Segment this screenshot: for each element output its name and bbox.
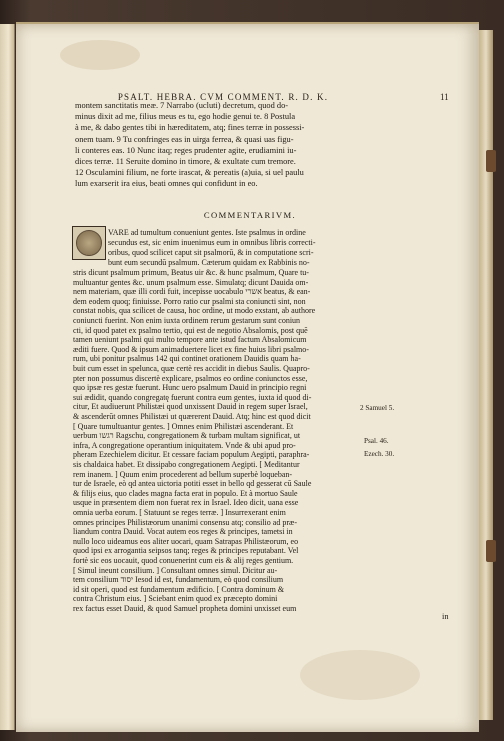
marginal-note: Ezech. 30. xyxy=(364,450,395,458)
commentary-line: [ Simul ineunt consilium. ] Consultant omnes simul. Dicitur au- xyxy=(73,565,278,575)
commentary-line: quo ipsæ res gestæ fuerunt. Hunc uero psalmum Dauid in principio regni xyxy=(73,383,307,393)
commentary-line: nem materiam, quæ illi cordi fuit, incepisse uocabulo אשרי beatus, & ean- xyxy=(73,287,311,297)
decorated-initial xyxy=(72,226,106,260)
verse-line: onem tuam. 9 Tu confringes eas in uirga ferrea, & quasi uas figu- xyxy=(75,134,294,144)
commentary-line: omnes principes Philistæorum unanimi consensu atq; consilio ad præ- xyxy=(73,517,297,527)
commentary-line: citur, Et audiuerunt Philistæi quod unxissent Dauid in regem super Israel, xyxy=(73,402,308,412)
commentary-line: contra Christum eius. ] Sciebant enim quod ex præcepto domini xyxy=(73,594,278,604)
commentary-line: infra, A congregatione operantium iniquitatem. Vnde & ubi apud pro- xyxy=(73,440,296,450)
verse-line: à me, & dabo gentes tibi in hæreditatem, atq; fines terræ in possessi- xyxy=(75,123,305,133)
commentary-line: sis chaldaica habet. Et dissipabo congregationem Aegipti. [ Meditantur xyxy=(73,460,300,469)
clasp-top xyxy=(486,150,496,172)
verse-line: minus dixit ad me, filius meus es tu, ego hodie genui te. 8 Postula xyxy=(75,112,296,122)
commentary-line: dem eodem quoq; finiuisse. Porro ratio cur psalmi sta coniuncti sint, non xyxy=(73,296,306,306)
commentary-line: omnia uerba eorum. [ Statuunt se reges terræ. ] Insurrexerant enim xyxy=(73,508,286,517)
verse-line: dices terræ. 11 Seruite domino in timore, & exultate cum tremore. xyxy=(75,157,296,166)
commentary-line: id sit operi, quod est fundamentum ædificio. [ Contra dominum & xyxy=(73,584,285,594)
commentary-line: fortè sic eos uocauit, quod conuenerint cum eis & alij reges gentium. xyxy=(73,556,294,565)
commentary-line: tem consilium יסוד Iesod id est, fundamentum, eò quod consilium xyxy=(73,575,284,585)
commentary-line: constat nobis, qua scilicet de causa, hoc ordine, ut modo exstant, ab authore xyxy=(73,306,316,316)
commentary-line: & ascenderūt omnes Philistæi ut quærerent Dauid. Atq; hinc est quod dicit xyxy=(73,412,311,421)
catchword: in xyxy=(442,612,449,621)
marginal-note: Psal. 46. xyxy=(364,437,389,445)
commentary-line: quod ipsi ex arrogantia seipsos tanq; reges & principes reputabant. Vel xyxy=(73,546,299,556)
commentary-line: tur de Israele, eò qd antea uictoria potiti esset in bello qd gesserat cū Saule xyxy=(73,479,312,489)
commentary-line: uerbum רגשו Ragschu, congregationem & turbam multam significat, ut xyxy=(73,431,301,441)
commentary-line: pter non possumus discertè explicare, psalmos eo ordine coniunctos esse, xyxy=(73,373,308,383)
commentary-line: rem inanem. ] Quum enim procederent ad bellum superbè loqueban- xyxy=(73,469,293,479)
commentary-line: bunt eum secundū psalmum. Cæterum quidam ex Rabbinis no- xyxy=(108,258,310,268)
commentary-line: coniuncti fuerint. Non enim iuxta ordinem rerum gestarum sunt coniun xyxy=(73,316,301,325)
commentary-line: stris dicunt psalmum primum, Beatus uir &c. & hunc psalmum, Quare tu- xyxy=(73,268,309,277)
marginal-note: 2 Samuel 5. xyxy=(360,404,395,412)
commentary-line: sui ædidit, quando congregatę fuerunt contra eum gentes, iuxta id quod di- xyxy=(73,392,312,402)
commentary-line: multuantur gentes &c. unum psalmum esse. Simulatq; dicunt Dauida om- xyxy=(73,277,309,287)
clasp-bottom xyxy=(486,540,496,562)
commentary-line: buit cum esset in spelunca, quæ certè res accidit in diebus Saulis. Quapro- xyxy=(73,364,310,373)
commentary-line: secundus est, sic enim inuenimus eum in omnibus libris correcti- xyxy=(108,238,316,248)
commentary-line: rum, ubi ponitur psalmus 142 qui continet orationem Dauidis quam ha- xyxy=(73,354,301,364)
commentary-line: usque in præsentem diem non fuerat rex in Israel. Ideo dicit, uana esse xyxy=(73,498,299,508)
commentary-line: VARE ad tumultum conueniunt gentes. Iste psalmus in ordine xyxy=(108,228,306,237)
commentary-line: [ Quare tumultuantur gentes. ] Omnes enim Philistæi ascenderant. Et xyxy=(73,421,294,431)
commentary-line: & filijs eius, quo clades magna facta erat in populo. Et à mortuo Saule xyxy=(73,488,298,498)
commentary-line: oribus, quod scilicet caput sit psalmorū, & in computatione scri- xyxy=(108,248,314,258)
initial-ornament xyxy=(76,230,102,256)
left-page-edge xyxy=(0,24,15,730)
verse-line: li conteres eas. 10 Nunc itaq; reges prudenter agite, erudiamini iu- xyxy=(75,145,297,155)
running-head: PSALT. HEBRA. CVM COMMENT. R. D. K. xyxy=(117,92,329,102)
commentary-line: cti, id quod patet ex psalmo tertio, qui est de negotio Absalomis, post quẽ xyxy=(73,325,308,335)
verse-line: lum exarserit ira eius, beati omnes qui confidunt in eo. xyxy=(75,179,258,189)
commentary-line: nullo loco uideamus eos aliter uocari, quam Satrapas Philistæorum, eo xyxy=(73,536,299,546)
commentary-line: rex factus esset Dauid, & quod Samuel propheta domini unxisset eum xyxy=(73,604,297,613)
section-heading: COMMENTARIVM. xyxy=(203,210,297,220)
right-page-edge xyxy=(479,30,493,720)
folio-number: 11 xyxy=(440,92,449,102)
commentary-line: pheram Ezechielem dicitur. Et cessare faciam populum Aegipti, paraphra- xyxy=(73,450,310,460)
commentary-line: æditi fuere. Quod & ipsum animaduertere licet ex fine huius libri psalmo- xyxy=(73,344,309,354)
verse-line: 12 Osculamini filium, ne forte irascat, & pereatis (a)uia, si uel paulu xyxy=(75,168,304,178)
commentary-line: liandum contra Dauid. Vocat autem eos reges & principes, tametsi in xyxy=(73,527,293,537)
commentary-line: tamen ueniunt psalmi qui multo tempore ante istud factum Absalomicum xyxy=(73,335,307,345)
verse-line: montem sanctitatis meæ. 7 Narrabo (ucluti) decretum, quod do- xyxy=(75,101,289,110)
